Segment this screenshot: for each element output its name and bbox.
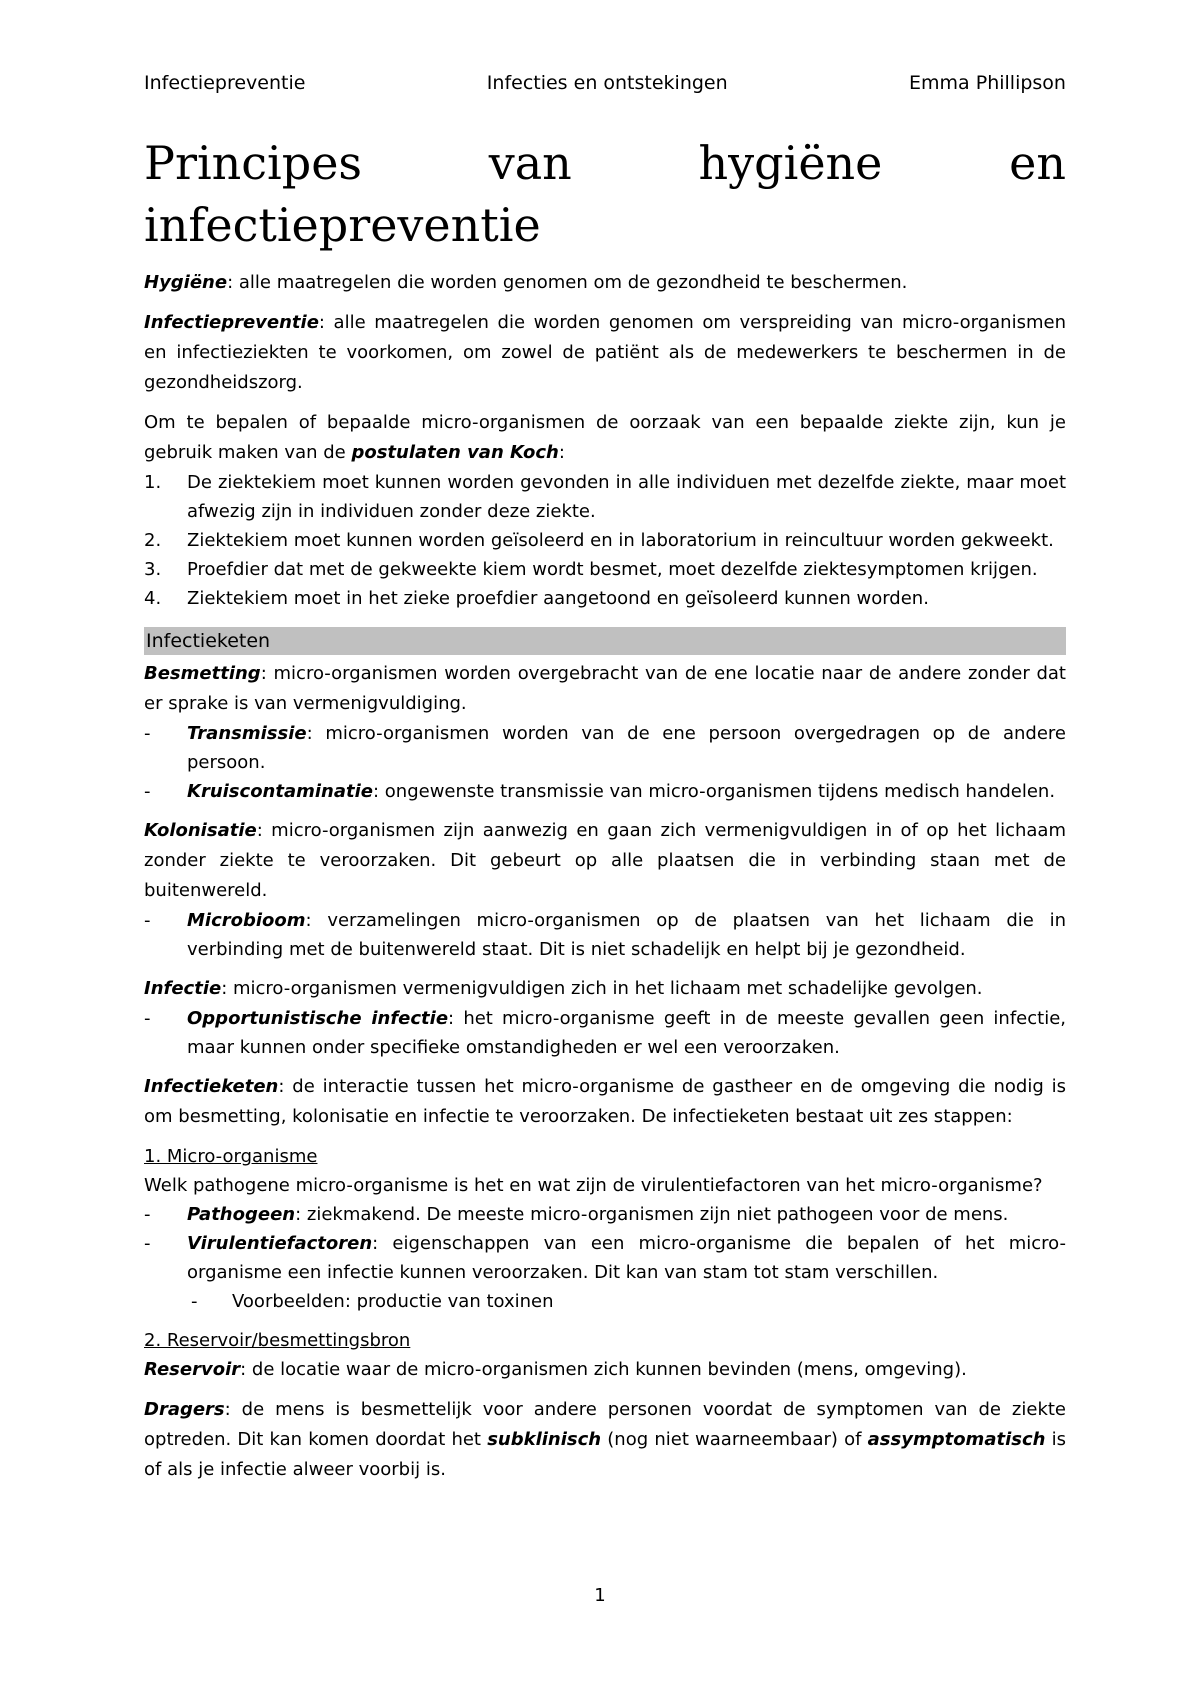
list-item — [144, 555, 1066, 584]
title-word: en — [1009, 136, 1066, 190]
list-item-text: Voorbeelden: productie van toxinen — [232, 1291, 554, 1312]
term: Besmetting — [144, 663, 261, 684]
sub-list-item — [144, 1287, 1066, 1316]
document-title — [144, 132, 1066, 256]
list-item — [144, 906, 1066, 964]
hygiene-definition — [144, 268, 1066, 298]
definition-text: : de mens is besmettelijk voor andere personen voordat de symptomen van de ziekte optreden. Dit kan komen doordat het — [144, 1399, 1066, 1450]
list-number: 3. — [144, 559, 162, 580]
list-item — [144, 1004, 1066, 1062]
step1-list — [144, 1200, 1066, 1316]
document-page — [144, 70, 1066, 1495]
term: subklinisch — [487, 1429, 602, 1450]
title-word: hygiëne — [698, 136, 883, 190]
besmetting-list — [144, 719, 1066, 806]
infectieketen-definition — [144, 1072, 1066, 1132]
step1-heading: 1. Micro-organisme — [144, 1146, 318, 1167]
definition-text: : de locatie waar de micro-organismen zich kunnen bevinden (mens, omgeving). — [240, 1359, 967, 1380]
title-word: van — [488, 136, 572, 190]
page-number: 1 — [594, 1585, 606, 1606]
list-number: 1. — [144, 472, 162, 493]
kolonisatie-list — [144, 906, 1066, 964]
definition-text: : de interactie tussen het micro-organisme de gastheer en de omgeving die nodig is om besmetting, kolonisatie en infectie te veroorzaken. De infectieketen bestaat uit zes stappen: — [144, 1076, 1066, 1127]
list-item — [144, 719, 1066, 777]
bullet: - — [144, 781, 151, 802]
list-item-text: : verzamelingen micro-organismen op de plaatsen van het lichaam die in verbinding met de buitenwereld staat. Dit is niet schadelijk en helpt bij je gezondheid. — [187, 910, 1066, 960]
title-word: Principes — [144, 136, 363, 190]
list-number: 4. — [144, 588, 162, 609]
header-center: Infecties en ontstekingen — [486, 72, 728, 94]
term: Hygiëne — [144, 272, 228, 293]
header-right: Emma Phillipson — [909, 72, 1066, 94]
koch-after: : — [558, 442, 565, 463]
term: Opportunistische infectie — [187, 1008, 449, 1029]
infectie-definition — [144, 974, 1066, 1004]
term: postulaten van Koch — [351, 442, 559, 463]
term: Pathogeen — [187, 1204, 296, 1225]
bullet: - — [144, 1204, 151, 1225]
list-item-text: : micro-organismen worden van de ene persoon overgedragen op de andere persoon. — [187, 723, 1066, 773]
term: Infectieketen — [144, 1076, 279, 1097]
list-item-text: : ziekmakend. De meeste micro-organismen zijn niet pathogeen voor de mens. — [295, 1204, 1009, 1225]
koch-list — [144, 468, 1066, 613]
list-item-text: Ziektekiem moet kunnen worden geïsoleerd en in laboratorium in reincultuur worden gekweekt. — [187, 530, 1054, 551]
list-item-text: Ziektekiem moet in het zieke proefdier aangetoond en geïsoleerd kunnen worden. — [187, 588, 929, 609]
list-number: 2. — [144, 530, 162, 551]
term: Dragers — [144, 1399, 225, 1420]
term: Infectie — [144, 978, 222, 999]
list-item — [144, 468, 1066, 526]
reservoir-definition — [144, 1355, 1066, 1385]
koch-intro — [144, 408, 1066, 468]
list-item — [144, 526, 1066, 555]
list-item-text: : eigenschappen van een micro-organisme die bepalen of het micro-organisme een infectie kunnen veroorzaken. Dit kan van stam tot stam verschillen. — [187, 1233, 1066, 1283]
bullet: - — [144, 1008, 151, 1029]
step1-question: Welk pathogene micro-organisme is het en wat zijn de virulentiefactoren van het micro-organisme? — [144, 1175, 1043, 1196]
koch-intro-text: Om te bepalen of bepaalde micro-organismen de oorzaak van een bepaalde ziekte zijn, kun je gebruik maken van de — [144, 412, 1066, 463]
bullet: - — [191, 1291, 198, 1312]
definition-text: : alle maatregelen die worden genomen om verspreiding van micro-organismen en infectieziekten te voorkomen, om zowel de patiënt als de medewerkers te beschermen in de gezondheidszorg. — [144, 312, 1066, 393]
section-heading-infectieketen: Infectieketen — [144, 627, 1066, 655]
term: Kruiscontaminatie — [187, 781, 373, 802]
term: Transmissie — [187, 723, 307, 744]
besmetting-definition — [144, 659, 1066, 719]
term: assymptomatisch — [867, 1429, 1046, 1450]
list-item-text: Proefdier dat met de gekweekte kiem wordt besmet, moet dezelfde ziektesymptomen krijgen. — [187, 559, 1038, 580]
list-item — [144, 777, 1066, 806]
term: Microbioom — [187, 910, 306, 931]
definition-text: : micro-organismen vermenigvuldigen zich in het lichaam met schadelijke gevolgen. — [221, 978, 983, 999]
term: Virulentiefactoren — [187, 1233, 373, 1254]
definition-text: : micro-organismen zijn aanwezig en gaan zich vermenigvuldigen in of op het lichaam zonder ziekte te veroorzaken. Dit gebeurt op alle plaatsen die in verbinding staan met de buitenwereld. — [144, 820, 1066, 901]
definition-text: (nog niet waarneembaar) of — [601, 1429, 868, 1450]
dragers-definition — [144, 1395, 1066, 1485]
list-item-text: De ziektekiem moet kunnen worden gevonden in alle individuen met dezelfde ziekte, maar moet afwezig zijn in individuen zonder deze ziekte. — [187, 472, 1066, 522]
definition-text: : micro-organismen worden overgebracht van de ene locatie naar de andere zonder dat er sprake is van vermenigvuldiging. — [144, 663, 1066, 714]
list-item — [144, 584, 1066, 613]
bullet: - — [144, 910, 151, 931]
term: Infectiepreventie — [144, 312, 319, 333]
list-item — [144, 1229, 1066, 1287]
bullet: - — [144, 1233, 151, 1254]
infectiepreventie-definition — [144, 308, 1066, 398]
kolonisatie-definition — [144, 816, 1066, 906]
list-item-text: : het micro-organisme geeft in de meeste gevallen geen infectie, maar kunnen onder specifieke omstandigheden er wel een veroorzaken. — [187, 1008, 1066, 1058]
step2-heading: 2. Reservoir/besmettingsbron — [144, 1330, 411, 1351]
term: Kolonisatie — [144, 820, 257, 841]
header-left: Infectiepreventie — [144, 72, 306, 94]
definition-text: : alle maatregelen die worden genomen om de gezondheid te beschermen. — [227, 272, 908, 293]
list-item-text: : ongewenste transmissie van micro-organismen tijdens medisch handelen. — [373, 781, 1056, 802]
title-line-2: infectiepreventie — [144, 198, 541, 252]
list-item — [144, 1200, 1066, 1229]
term: Reservoir — [144, 1359, 241, 1380]
infectie-list — [144, 1004, 1066, 1062]
bullet: - — [144, 723, 151, 744]
page-header — [144, 70, 1066, 96]
definition-text: is of als je infectie alweer voorbij is. — [144, 1429, 1067, 1480]
